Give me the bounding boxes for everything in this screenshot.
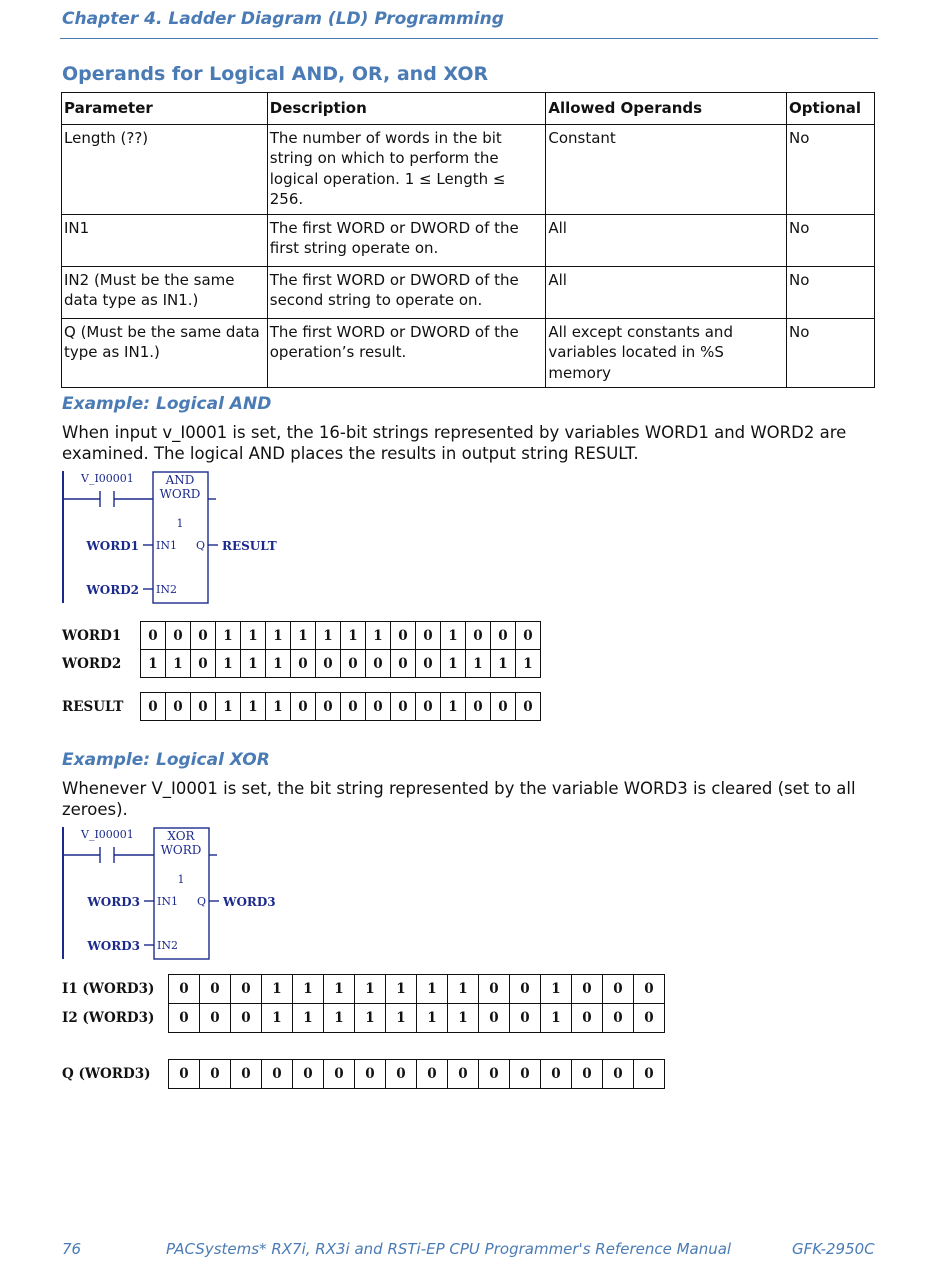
bit-cell: 0 xyxy=(572,1004,603,1033)
bit-cell: 1 xyxy=(266,650,291,678)
bit-cell: 0 xyxy=(391,650,416,678)
example-xor-text: Whenever V_I0001 is set, the bit string represented by the variable WORD3 is cleared (set to all zeroes). xyxy=(62,779,856,819)
bit-cell: 0 xyxy=(355,1060,386,1089)
bit-cell: 0 xyxy=(169,1060,200,1089)
bit-cell: 0 xyxy=(366,650,391,678)
description-cell: The first WORD or DWORD of the first string operate on. xyxy=(267,214,546,266)
bit-cell: 1 xyxy=(386,975,417,1004)
bit-cell: 0 xyxy=(516,622,541,650)
xor-in2-var: WORD3 xyxy=(87,939,140,953)
bit-cell: 0 xyxy=(491,693,516,721)
table-row xyxy=(62,124,875,214)
bit-cell: 1 xyxy=(355,1004,386,1033)
bit-cell: 1 xyxy=(417,1004,448,1033)
bit-cell: 0 xyxy=(366,693,391,721)
table-row xyxy=(62,214,875,266)
and-func-name: AND xyxy=(165,473,195,487)
bit-cell: 0 xyxy=(191,693,216,721)
bit-cell: 0 xyxy=(510,975,541,1004)
bit-cell: 0 xyxy=(200,975,231,1004)
xor-q-var: WORD3 xyxy=(223,895,276,909)
bit-cell: 1 xyxy=(441,622,466,650)
and-q-var: RESULT xyxy=(222,539,277,553)
bit-cell: 0 xyxy=(262,1060,293,1089)
parameter-cell: Length (??) xyxy=(62,124,268,214)
bit-cell: 0 xyxy=(291,693,316,721)
header-divider xyxy=(60,38,878,39)
bit-spacer xyxy=(62,678,541,693)
bit-cell: 1 xyxy=(241,650,266,678)
bit-cell: 1 xyxy=(491,650,516,678)
xor-in1-pin: IN1 xyxy=(157,895,178,908)
parameter-cell: IN1 xyxy=(62,214,268,266)
bit-cell: 0 xyxy=(386,1060,417,1089)
bit-cell: 0 xyxy=(293,1060,324,1089)
bit-cell: 1 xyxy=(417,975,448,1004)
bit-cell: 1 xyxy=(316,622,341,650)
bit-cell: 1 xyxy=(266,622,291,650)
bit-cell: 0 xyxy=(634,1004,665,1033)
bit-row-label: I1 (WORD3) xyxy=(62,981,155,997)
bit-cell: 0 xyxy=(166,693,191,721)
bit-cell: 1 xyxy=(541,975,572,1004)
bit-cell: 1 xyxy=(241,622,266,650)
allowed-operands-cell: All except constants and variables located in %S memory xyxy=(546,318,787,388)
bit-cell: 1 xyxy=(166,650,191,678)
bit-cell: 1 xyxy=(241,693,266,721)
and-in2-pin: IN2 xyxy=(156,583,177,596)
chapter-heading: Chapter 4. Ladder Diagram (LD) Programming xyxy=(62,9,504,29)
bit-cell: 0 xyxy=(191,650,216,678)
and-bit-table xyxy=(62,621,541,721)
bit-cell: 0 xyxy=(341,693,366,721)
column-header: Optional xyxy=(787,93,875,125)
bit-cell: 1 xyxy=(355,975,386,1004)
bit-cell: 0 xyxy=(572,1060,603,1089)
bit-cell: 0 xyxy=(141,693,166,721)
xor-length: 1 xyxy=(177,873,185,886)
allowed-operands-cell: All xyxy=(546,266,787,318)
bit-cell: 0 xyxy=(141,622,166,650)
bit-cell: 0 xyxy=(200,1004,231,1033)
bit-cell: 0 xyxy=(341,650,366,678)
bit-cell: 0 xyxy=(169,1004,200,1033)
example-xor-title: Example: Logical XOR xyxy=(62,750,270,770)
description-cell: The number of words in the bit string on which to perform the logical operation. 1 ≤ Length ≤ 256. xyxy=(267,124,546,214)
bit-cell: 0 xyxy=(169,975,200,1004)
bit-cell: 0 xyxy=(603,975,634,1004)
xor-q-pin: Q xyxy=(196,895,206,908)
bit-cell: 1 xyxy=(516,650,541,678)
bit-cell: 1 xyxy=(266,693,291,721)
bit-cell: 0 xyxy=(391,622,416,650)
bit-row-word1 xyxy=(62,622,541,650)
example-and-title: Example: Logical AND xyxy=(62,394,272,414)
xor-func-name: XOR xyxy=(167,829,195,843)
bit-cell: 1 xyxy=(386,1004,417,1033)
bit-cell: 1 xyxy=(324,1004,355,1033)
bit-cell: 0 xyxy=(166,622,191,650)
bit-row-label: Q (WORD3) xyxy=(62,1066,151,1082)
and-q-pin: Q xyxy=(195,539,205,552)
bit-cell: 1 xyxy=(293,1004,324,1033)
bit-cell: 1 xyxy=(216,650,241,678)
bit-cell: 1 xyxy=(216,693,241,721)
xor-func-type: WORD xyxy=(160,843,202,857)
bit-cell: 0 xyxy=(603,1004,634,1033)
bit-row-result xyxy=(62,693,541,721)
bit-row-i2 xyxy=(62,1004,665,1033)
bit-cell: 0 xyxy=(391,693,416,721)
allowed-operands-cell: Constant xyxy=(546,124,787,214)
column-header: Allowed Operands xyxy=(546,93,787,125)
bit-cell: 0 xyxy=(416,650,441,678)
bit-cell: 0 xyxy=(541,1060,572,1089)
and-length: 1 xyxy=(176,517,184,530)
bit-cell: 0 xyxy=(603,1060,634,1089)
xor-contact-label: V_I00001 xyxy=(81,828,134,841)
parameter-cell: IN2 (Must be the same data type as IN1.) xyxy=(62,266,268,318)
and-in1-var: WORD1 xyxy=(86,539,139,553)
operands-table xyxy=(61,92,875,388)
bit-cell: 0 xyxy=(510,1060,541,1089)
bit-cell: 1 xyxy=(141,650,166,678)
operands-title: Operands for Logical AND, OR, and XOR xyxy=(62,63,489,85)
bit-cell: 0 xyxy=(316,693,341,721)
xor-in1-var: WORD3 xyxy=(87,895,140,909)
bit-cell: 0 xyxy=(516,693,541,721)
bit-row-label: WORD2 xyxy=(62,655,122,672)
and-contact-label: V_I00001 xyxy=(81,472,134,485)
bit-cell: 1 xyxy=(341,622,366,650)
footer-doc-id: GFK-2950C xyxy=(792,1240,875,1258)
bit-cell: 0 xyxy=(466,693,491,721)
footer-manual-title: PACSystems* RX7i, RX3i and RSTi-EP CPU Programmer's Reference Manual xyxy=(166,1240,732,1258)
bit-row-q xyxy=(62,1060,665,1089)
bit-row-label: I2 (WORD3) xyxy=(62,1010,155,1026)
bit-cell: 0 xyxy=(200,1060,231,1089)
bit-cell: 0 xyxy=(466,622,491,650)
bit-cell: 0 xyxy=(491,622,516,650)
bit-cell: 1 xyxy=(441,693,466,721)
xor-in2-pin: IN2 xyxy=(157,939,178,952)
bit-cell: 1 xyxy=(262,1004,293,1033)
bit-cell: 0 xyxy=(316,650,341,678)
bit-row-label: RESULT xyxy=(62,698,124,715)
description-cell: The first WORD or DWORD of the second string to operate on. xyxy=(267,266,546,318)
table-row xyxy=(62,318,875,388)
table-row xyxy=(62,266,875,318)
bit-cell: 1 xyxy=(448,1004,479,1033)
bit-cell: 0 xyxy=(634,1060,665,1089)
bit-cell: 0 xyxy=(231,1060,262,1089)
optional-cell: No xyxy=(787,124,875,214)
column-header: Parameter xyxy=(62,93,268,125)
description-cell: The first WORD or DWORD of the operation’s result. xyxy=(267,318,546,388)
example-and-text: When input v_I0001 is set, the 16-bit strings represented by variables WORD1 and WORD2 are examined. The logical AND places the results in output string RESULT. xyxy=(62,423,847,463)
allowed-operands-cell: All xyxy=(546,214,787,266)
bit-cell: 0 xyxy=(479,975,510,1004)
bit-cell: 0 xyxy=(572,975,603,1004)
bit-cell: 0 xyxy=(324,1060,355,1089)
bit-cell: 0 xyxy=(479,1004,510,1033)
bit-cell: 0 xyxy=(448,1060,479,1089)
bit-cell: 1 xyxy=(441,650,466,678)
bit-cell: 0 xyxy=(291,650,316,678)
bit-cell: 1 xyxy=(262,975,293,1004)
bit-cell: 0 xyxy=(416,622,441,650)
bit-cell: 1 xyxy=(541,1004,572,1033)
bit-cell: 0 xyxy=(479,1060,510,1089)
bit-cell: 1 xyxy=(324,975,355,1004)
and-ladder-diagram xyxy=(55,468,295,608)
xor-ladder-diagram xyxy=(55,824,295,964)
and-in1-pin: IN1 xyxy=(156,539,177,552)
and-in2-var: WORD2 xyxy=(86,583,139,597)
footer-page-number: 76 xyxy=(62,1240,82,1258)
bit-cell: 1 xyxy=(466,650,491,678)
parameter-cell: Q (Must be the same data type as IN1.) xyxy=(62,318,268,388)
column-header: Description xyxy=(267,93,546,125)
bit-cell: 1 xyxy=(216,622,241,650)
xor-bit-table xyxy=(62,974,665,1089)
bit-cell: 0 xyxy=(231,1004,262,1033)
and-func-type: WORD xyxy=(159,487,201,501)
bit-cell: 0 xyxy=(417,1060,448,1089)
bit-cell: 1 xyxy=(366,622,391,650)
operands-header-row xyxy=(62,93,875,125)
bit-cell: 1 xyxy=(448,975,479,1004)
bit-cell: 0 xyxy=(510,1004,541,1033)
bit-cell: 1 xyxy=(291,622,316,650)
optional-cell: No xyxy=(787,318,875,388)
bit-cell: 1 xyxy=(293,975,324,1004)
optional-cell: No xyxy=(787,214,875,266)
bit-cell: 0 xyxy=(634,975,665,1004)
bit-spacer xyxy=(62,1033,665,1060)
bit-cell: 0 xyxy=(191,622,216,650)
bit-row-i1 xyxy=(62,975,665,1004)
bit-cell: 0 xyxy=(231,975,262,1004)
bit-row-label: WORD1 xyxy=(62,627,122,644)
bit-cell: 0 xyxy=(416,693,441,721)
bit-row-word2 xyxy=(62,650,541,678)
optional-cell: No xyxy=(787,266,875,318)
